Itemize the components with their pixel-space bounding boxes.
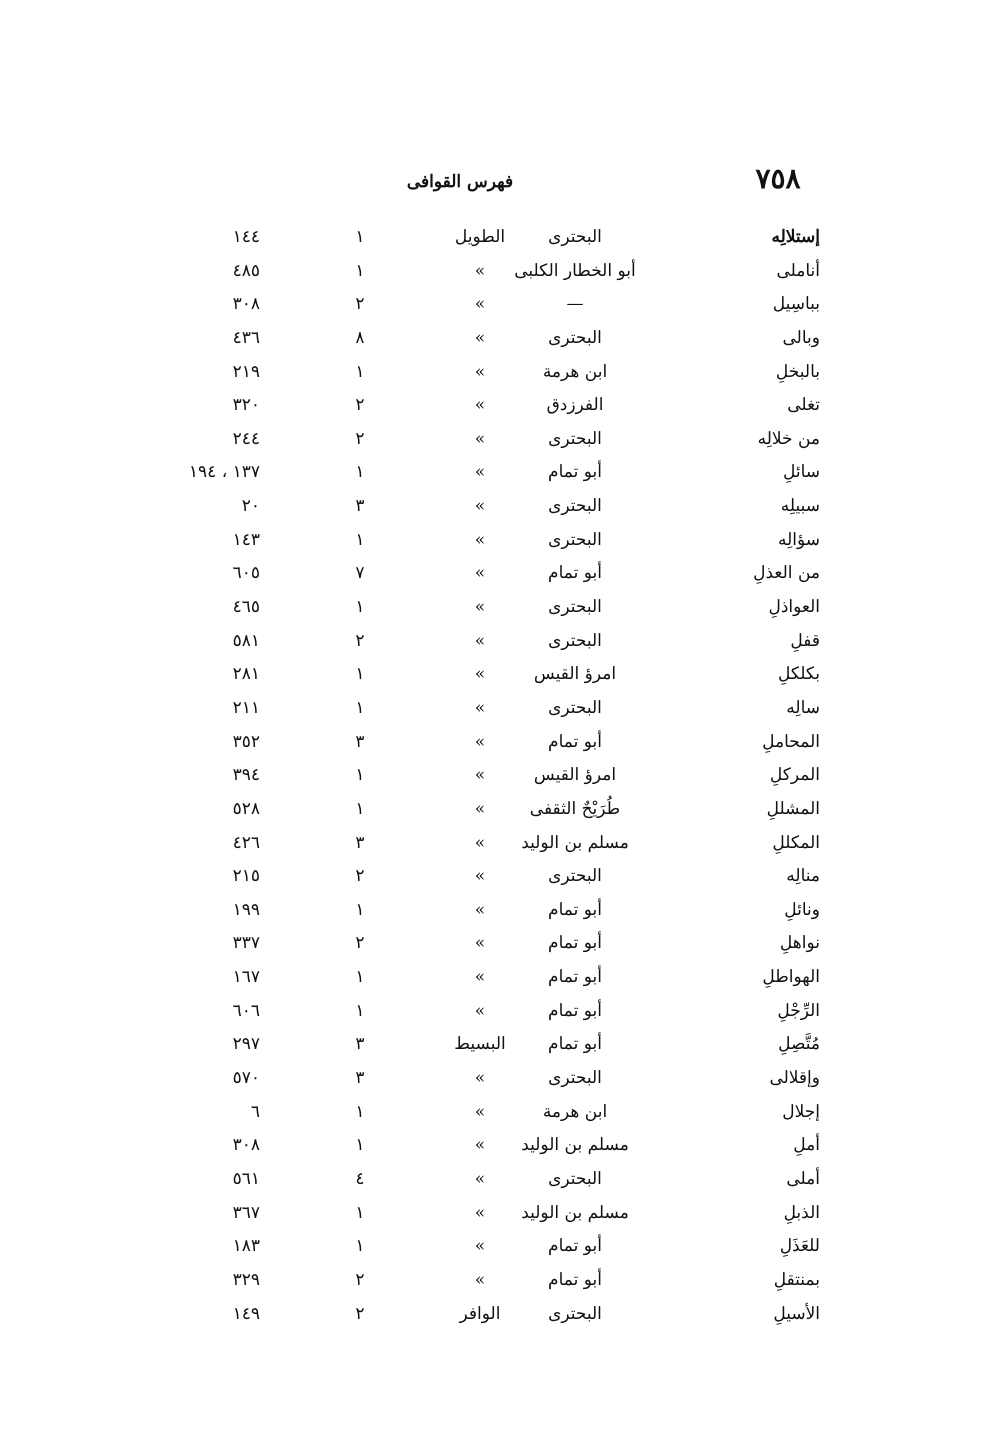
verse-count: ١: [355, 967, 365, 988]
rhyme-word: قفلِ: [790, 630, 820, 651]
verse-count: ٢: [355, 1269, 365, 1290]
meter-name: »: [474, 395, 486, 416]
poet-name: أبو تمام: [548, 1034, 602, 1055]
meter-name: »: [474, 765, 486, 786]
page-reference: ١٤٩: [232, 1303, 260, 1324]
verse-count: ١: [355, 1202, 365, 1223]
page-title: فهرس القوافى: [406, 172, 514, 192]
meter-name: »: [474, 428, 486, 449]
meter-name: الطويل: [454, 227, 506, 247]
poet-name: أبو تمام: [548, 967, 602, 988]
rhyme-word: وإقلالى: [769, 1068, 820, 1089]
verse-count: ٢: [355, 866, 365, 887]
rhyme-word: المشللِ: [766, 798, 820, 819]
poet-name: مسلم بن الوليد: [521, 832, 629, 853]
poet-name: البحترى: [548, 597, 602, 618]
table-row: [160, 1032, 820, 1066]
verse-count: ٧: [355, 563, 365, 584]
poet-name: ابن هرمة: [542, 1101, 608, 1122]
rhyme-word: بمنتقلِ: [773, 1269, 820, 1290]
page-reference: ١٩٩: [232, 899, 260, 920]
poet-name: أبو تمام: [548, 462, 602, 483]
page-reference: ٣٢٩: [232, 1269, 260, 1290]
poet-name: أبو تمام: [548, 1236, 602, 1257]
meter-name: »: [474, 630, 486, 651]
poet-name: البحترى: [548, 1303, 602, 1324]
poet-name: أبو تمام: [548, 1000, 602, 1021]
poet-name: —: [566, 294, 584, 315]
page-reference: ٣٠٨: [232, 1135, 260, 1156]
poet-name: البحترى: [548, 428, 602, 449]
rhyme-word: إجلال: [782, 1101, 820, 1122]
rhyme-word: بباسِيل: [772, 294, 820, 315]
table-row: [160, 965, 820, 999]
rhyme-word: سبيلِه: [780, 496, 820, 517]
rhyme-word: وبالى: [782, 327, 820, 348]
table-row: [160, 360, 820, 394]
table-row: [160, 259, 820, 293]
poet-name: البحترى: [548, 496, 602, 517]
poet-name: مسلم بن الوليد: [521, 1135, 629, 1156]
poet-name: البحترى: [548, 630, 602, 651]
page-reference: ٦٠٥: [232, 563, 260, 584]
verse-count: ١: [355, 1236, 365, 1257]
table-row: [160, 1268, 820, 1302]
table-row: [160, 1234, 820, 1268]
page-reference: ٢١٥: [232, 866, 260, 887]
rhyme-word: أناملى: [776, 260, 820, 281]
meter-name: »: [474, 798, 486, 819]
verse-count: ٢: [355, 395, 365, 416]
verse-count: ١: [355, 664, 365, 685]
page-reference: ٣٦٧: [232, 1202, 260, 1223]
rhyme-index-table: [160, 225, 820, 1335]
meter-name: »: [474, 361, 486, 382]
verse-count: ١: [355, 529, 365, 550]
verse-count: ١: [355, 798, 365, 819]
table-row: [160, 864, 820, 898]
verse-count: ٣: [355, 731, 365, 752]
meter-name: الوافر: [459, 1303, 501, 1324]
verse-count: ٣: [355, 496, 365, 517]
rhyme-word: نواهلِ: [779, 933, 820, 954]
table-row: [160, 1100, 820, 1134]
page-reference: ٢٤٤: [232, 428, 260, 449]
poet-name: البحترى: [548, 227, 602, 247]
table-row: [160, 528, 820, 562]
meter-name: »: [474, 1269, 486, 1290]
table-row: [160, 662, 820, 696]
verse-count: ٢: [355, 428, 365, 449]
verse-count: ٢: [355, 1303, 365, 1324]
verse-count: ١: [355, 361, 365, 382]
page-reference: ٦٠٦: [232, 1000, 260, 1021]
rhyme-word: تغلى: [787, 395, 820, 416]
verse-count: ١: [355, 462, 365, 483]
rhyme-word: مُتَّصِلِ: [778, 1034, 820, 1055]
meter-name: »: [474, 563, 486, 584]
table-row: [160, 292, 820, 326]
rhyme-word: المكللِ: [772, 832, 820, 853]
poet-name: أبو تمام: [548, 933, 602, 954]
page-reference: ١٣٧ ، ١٩٤: [188, 462, 260, 483]
verse-count: ٢: [355, 294, 365, 315]
page-reference: ٤٨٥: [232, 260, 260, 281]
page-reference: ٥٨١: [232, 630, 260, 651]
rhyme-word: المركلِ: [769, 765, 820, 786]
page-reference: ٢٩٧: [232, 1034, 260, 1055]
meter-name: »: [474, 327, 486, 348]
table-row: [160, 427, 820, 461]
rhyme-word: منالِه: [786, 866, 820, 887]
verse-count: ٤: [355, 1168, 365, 1189]
rhyme-word: سؤالِه: [777, 529, 820, 550]
rhyme-word: الأسيلِ: [773, 1303, 820, 1324]
verse-count: ٣: [355, 1068, 365, 1089]
meter-name: »: [474, 832, 486, 853]
poet-name: البحترى: [548, 1168, 602, 1189]
page-reference: ٣٢٠: [232, 395, 260, 416]
table-row: [160, 326, 820, 360]
page-reference: ٣٠٨: [232, 294, 260, 315]
page-reference: ٢١١: [232, 697, 260, 718]
verse-count: ١: [355, 1101, 365, 1122]
page-reference: ٢١٩: [232, 361, 260, 382]
meter-name: »: [474, 294, 486, 315]
rhyme-word: العواذلِ: [768, 597, 820, 618]
table-row: [160, 1167, 820, 1201]
rhyme-word: الذبلِ: [783, 1202, 820, 1223]
meter-name: »: [474, 260, 486, 281]
page-reference: ١٤٤: [232, 227, 260, 247]
table-row: [160, 797, 820, 831]
page-reference: ٦: [250, 1101, 260, 1122]
poet-name: امرؤ القيس: [533, 765, 617, 786]
rhyme-word: للعَذَلِ: [779, 1236, 820, 1257]
meter-name: »: [474, 697, 486, 718]
poet-name: طُرَيْحٌ الثقفى: [529, 798, 621, 819]
verse-count: ١: [355, 765, 365, 786]
page-reference: ٥٧٠: [232, 1068, 260, 1089]
poet-name: البحترى: [548, 529, 602, 550]
poet-name: أبو تمام: [548, 1269, 602, 1290]
poet-name: ابن هرمة: [542, 361, 608, 382]
page-reference: ٥٦١: [232, 1168, 260, 1189]
poet-name: أبو تمام: [548, 731, 602, 752]
rhyme-word: سائلِ: [782, 462, 820, 483]
verse-count: ١: [355, 260, 365, 281]
rhyme-word: الرِّجْلِ: [777, 1000, 820, 1021]
page-reference: ١٨٣: [232, 1236, 260, 1257]
table-row: [160, 1133, 820, 1167]
poet-name: أبو تمام: [548, 899, 602, 920]
page-reference: ٣٩٤: [232, 765, 260, 786]
table-row: [160, 393, 820, 427]
verse-count: ١: [355, 697, 365, 718]
table-row: [160, 931, 820, 965]
meter-name: »: [474, 462, 486, 483]
meter-name: »: [474, 933, 486, 954]
meter-name: »: [474, 1135, 486, 1156]
page-reference: ٤٦٥: [232, 597, 260, 618]
rhyme-word: من خلالِه: [757, 428, 820, 449]
meter-name: »: [474, 1236, 486, 1257]
rhyme-word: أملِ: [793, 1135, 820, 1156]
meter-name: »: [474, 1068, 486, 1089]
table-row: [160, 561, 820, 595]
table-row: [160, 595, 820, 629]
meter-name: »: [474, 529, 486, 550]
meter-name: »: [474, 866, 486, 887]
meter-name: »: [474, 597, 486, 618]
poet-name: مسلم بن الوليد: [521, 1202, 629, 1223]
verse-count: ٢: [355, 933, 365, 954]
table-row: [160, 696, 820, 730]
meter-name: »: [474, 967, 486, 988]
table-row: [160, 763, 820, 797]
poet-name: البحترى: [548, 327, 602, 348]
page-reference: ١٦٧: [232, 967, 260, 988]
meter-name: »: [474, 899, 486, 920]
table-row: [160, 460, 820, 494]
verse-count: ١: [355, 899, 365, 920]
table-row: [160, 629, 820, 663]
poet-name: أبو تمام: [548, 563, 602, 584]
meter-name: »: [474, 1101, 486, 1122]
table-row: [160, 225, 820, 259]
rhyme-word: سالِه: [786, 697, 820, 718]
rhyme-word: أملى: [786, 1168, 820, 1189]
rhyme-word: ونائلِ: [784, 899, 820, 920]
table-row: [160, 730, 820, 764]
table-row: [160, 1066, 820, 1100]
poet-name: البحترى: [548, 697, 602, 718]
rhyme-word: المحاملِ: [762, 731, 820, 752]
meter-name: »: [474, 1202, 486, 1223]
verse-count: ٣: [355, 1034, 365, 1055]
table-row: [160, 1302, 820, 1336]
meter-name: »: [474, 731, 486, 752]
rhyme-word: الهواطلِ: [762, 967, 820, 988]
meter-name: البسيط: [454, 1034, 506, 1055]
rhyme-word: بكلكلِ: [777, 664, 820, 685]
poet-name: الفرزدق: [546, 395, 604, 416]
page-reference: ١٤٣: [232, 529, 260, 550]
poet-name: أبو الخطار الكلبى: [514, 260, 636, 281]
poet-name: البحترى: [548, 1068, 602, 1089]
meter-name: »: [474, 496, 486, 517]
table-row: [160, 1201, 820, 1235]
table-row: [160, 999, 820, 1033]
verse-count: ١: [355, 597, 365, 618]
page-number: ٧٥٨: [755, 162, 801, 195]
page-reference: ٣٥٢: [232, 731, 260, 752]
meter-name: »: [474, 664, 486, 685]
verse-count: ١: [355, 227, 365, 247]
verse-count: ٨: [355, 327, 365, 348]
rhyme-word: من العذلِ: [753, 563, 820, 584]
rhyme-word: إستلالِه: [771, 227, 820, 247]
rhyme-word: بالبخلِ: [775, 361, 820, 382]
page-reference: ٤٣٦: [232, 327, 260, 348]
meter-name: »: [474, 1000, 486, 1021]
verse-count: ١: [355, 1000, 365, 1021]
poet-name: امرؤ القيس: [533, 664, 617, 685]
verse-count: ٢: [355, 630, 365, 651]
page-reference: ٥٢٨: [232, 798, 260, 819]
meter-name: »: [474, 1168, 486, 1189]
verse-count: ٣: [355, 832, 365, 853]
page-reference: ٢٨١: [232, 664, 260, 685]
page-reference: ٣٣٧: [232, 933, 260, 954]
table-row: [160, 494, 820, 528]
verse-count: ١: [355, 1135, 365, 1156]
page-reference: ٤٢٦: [232, 832, 260, 853]
poet-name: البحترى: [548, 866, 602, 887]
table-row: [160, 831, 820, 865]
page-reference: ٢٠: [241, 496, 260, 517]
table-row: [160, 898, 820, 932]
